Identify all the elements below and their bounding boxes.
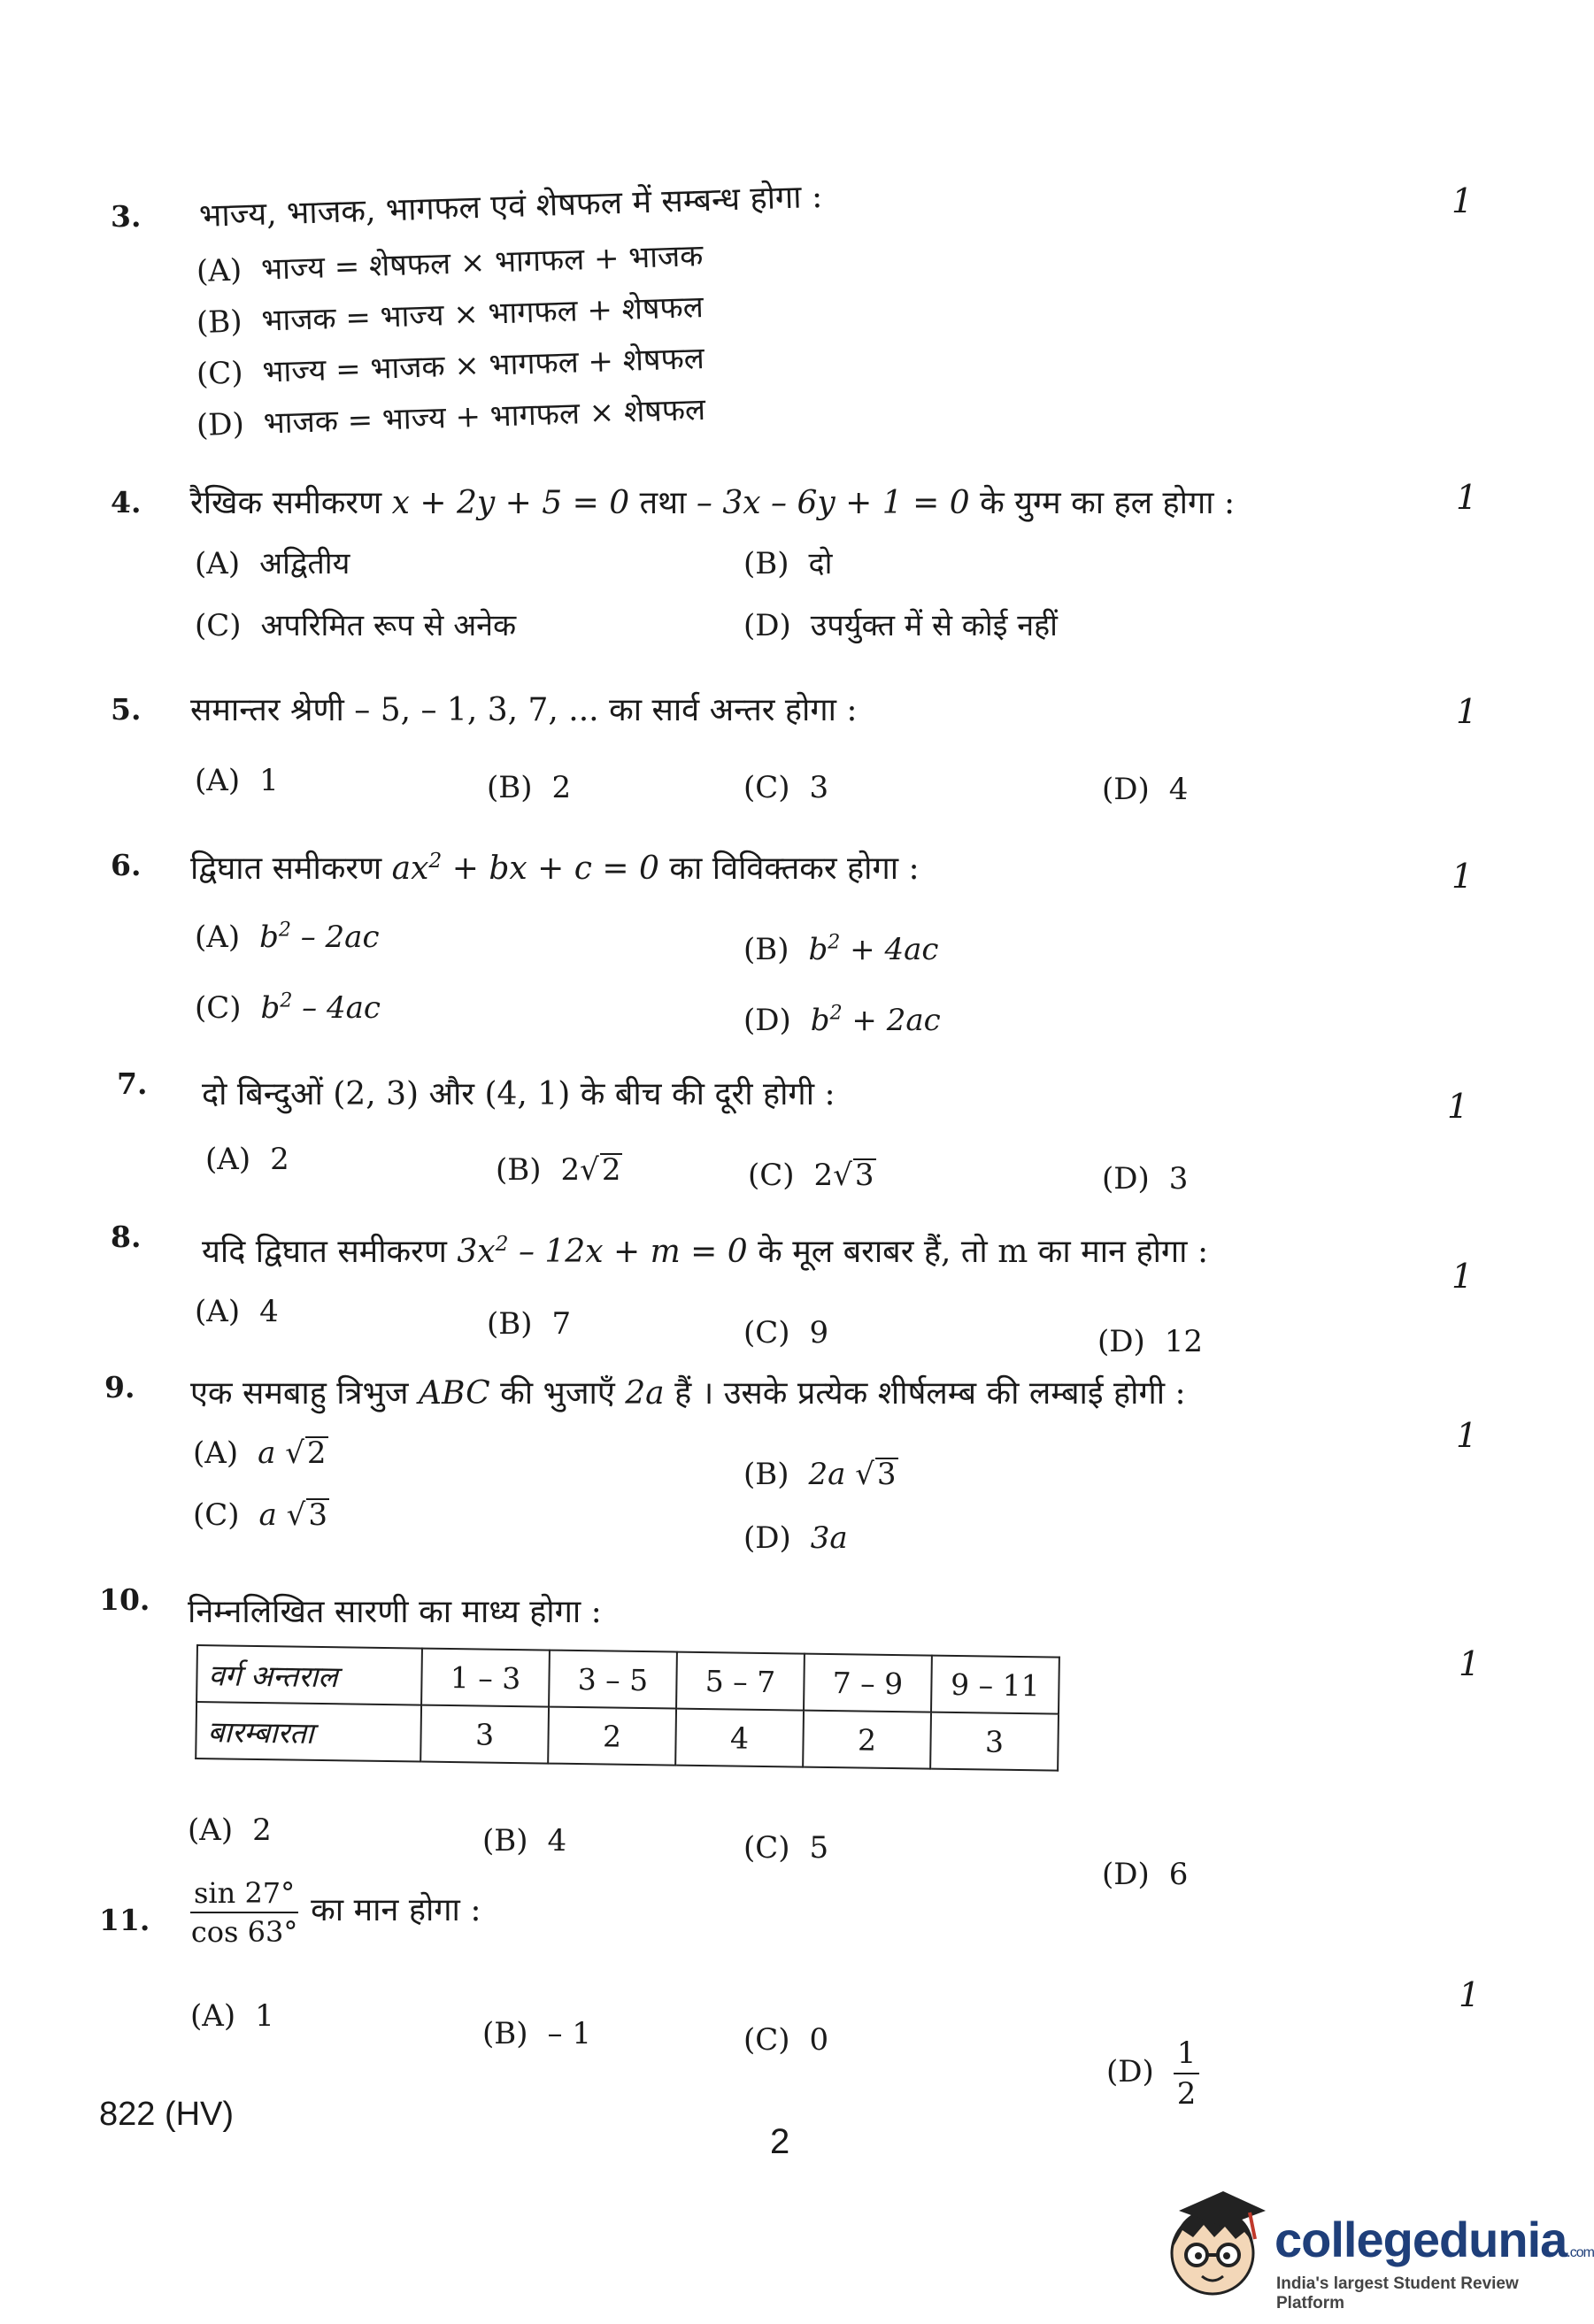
table-header-cell: बारम्बारता bbox=[196, 1702, 421, 1762]
table-row bbox=[196, 1702, 1059, 1771]
option-b[interactable]: (B) 2 bbox=[487, 770, 572, 805]
marks: 1 bbox=[1452, 857, 1474, 896]
frequency-table bbox=[195, 1644, 1060, 1772]
option-d[interactable]: (D) 3a bbox=[743, 1520, 848, 1556]
option-a[interactable]: (A) 2 bbox=[205, 1142, 289, 1177]
marks: 1 bbox=[1452, 1257, 1474, 1296]
option-c[interactable]: (C) $b^2 - 4ac$ bbox=[195, 989, 381, 1027]
option-d[interactable]: (D) भाजक = भाज्य + भागफल × शेषफल bbox=[196, 391, 706, 443]
question-number: 3. bbox=[111, 199, 142, 234]
option-b[interactable]: (B) 2a √3 bbox=[743, 1457, 897, 1492]
option-b[interactable]: (B) दो bbox=[743, 546, 833, 581]
question-text: निम्नलिखित सारणी का माध्य होगा : bbox=[188, 1594, 602, 1630]
option-a[interactable]: (A) 2 bbox=[188, 1812, 272, 1848]
marks: 1 bbox=[1452, 181, 1474, 220]
question-text: एक समबाहु त्रिभुज ABC की भुजाएँ 2a हैं । उसके प्रत्येक शीर्षलम्ब की लम्बाई होगी : bbox=[190, 1375, 1186, 1412]
table-cell: 4 bbox=[675, 1709, 804, 1767]
option-a[interactable]: (A) अद्वितीय bbox=[195, 546, 350, 581]
option-a[interactable]: (A) 4 bbox=[195, 1294, 279, 1329]
marks: 1 bbox=[1459, 1975, 1481, 2014]
table-cell: 1 – 3 bbox=[421, 1649, 550, 1707]
marks: 1 bbox=[1456, 1416, 1478, 1455]
question-text: द्विघात समीकरण $ax^2$ + bx + c = 0 का विविक्तकर होगा : bbox=[190, 848, 920, 887]
table-cell: 2 bbox=[803, 1711, 931, 1769]
logo-tagline: India's largest Student Review Platform bbox=[1276, 2274, 1519, 2312]
option-a[interactable]: (A) भाज्य = शेषफल × भागफल + भाजक bbox=[196, 238, 704, 289]
option-c[interactable]: (C) 3 bbox=[743, 770, 829, 805]
question-text: रैखिक समीकरण x + 2y + 5 = 0 तथा – 3x – 6y + 1 = 0 के युग्म का हल होगा : bbox=[190, 485, 1236, 521]
option-a[interactable]: (A) a √2 bbox=[193, 1435, 327, 1471]
option-a[interactable]: (A) $b^2 - 2ac$ bbox=[195, 919, 380, 956]
collegedunia-logo bbox=[1161, 2184, 1594, 2312]
option-b[interactable]: (B) भाजक = भाज्य × भागफल + शेषफल bbox=[196, 289, 705, 341]
question-number: 4. bbox=[111, 485, 142, 519]
option-d[interactable]: (D) 3 bbox=[1102, 1161, 1189, 1197]
table-cell: 9 – 11 bbox=[931, 1656, 1059, 1714]
table-cell: 7 – 9 bbox=[804, 1654, 932, 1712]
option-d[interactable]: (D) 12 bbox=[1097, 1324, 1204, 1359]
option-d[interactable]: (D) 6 bbox=[1102, 1857, 1189, 1892]
option-d[interactable]: (D) $\frac{1}{2}$ bbox=[1106, 2035, 1212, 2112]
option-b[interactable]: (B) – 1 bbox=[482, 2016, 591, 2051]
option-c[interactable]: (C) 9 bbox=[743, 1315, 829, 1351]
question-number: 6. bbox=[111, 848, 142, 882]
option-c[interactable]: (C) अपरिमित रूप से अनेक bbox=[195, 608, 517, 643]
option-b[interactable]: (B) $b^2 + 4ac$ bbox=[743, 931, 939, 968]
option-b[interactable]: (B) 7 bbox=[487, 1306, 572, 1342]
option-a[interactable]: (A) 1 bbox=[190, 1998, 274, 2034]
question-number: 9. bbox=[104, 1370, 135, 1404]
table-cell: 3 bbox=[420, 1705, 549, 1764]
table-cell: 5 – 7 bbox=[676, 1652, 805, 1711]
fraction: $\frac{\sin 27^\circ}{\cos 63^\circ}$ bbox=[190, 1876, 298, 1949]
question-number: 7. bbox=[117, 1066, 148, 1101]
question-text: दो बिन्दुओं (2, 3) और (4, 1) के बीच की दूरी होगी : bbox=[202, 1076, 836, 1112]
marks: 1 bbox=[1459, 1644, 1481, 1683]
table-cell: 2 bbox=[548, 1707, 676, 1766]
paper-code: 822 (HV) bbox=[99, 2096, 235, 2133]
option-b[interactable]: (B) 4 bbox=[482, 1823, 567, 1858]
question-text: यदि द्विघात समीकरण $3x^2 - 12x + m = 0$ के मूल बराबर हैं, तो m का मान होगा : bbox=[202, 1231, 1209, 1270]
marks: 1 bbox=[1447, 1087, 1469, 1126]
marks: 1 bbox=[1456, 478, 1478, 517]
table-cell: 3 bbox=[930, 1712, 1059, 1771]
option-c[interactable]: (C) a √3 bbox=[193, 1497, 327, 1533]
option-c[interactable]: (C) भाज्य = भाजक × भागफल + शेषफल bbox=[196, 340, 705, 392]
option-b[interactable]: (B) 2√2 bbox=[496, 1152, 621, 1188]
option-d[interactable]: (D) $b^2 + 2ac$ bbox=[743, 1002, 941, 1039]
option-d[interactable]: (D) उपर्युक्त में से कोई नहीं bbox=[743, 608, 1058, 643]
option-c[interactable]: (C) 2√3 bbox=[748, 1158, 874, 1193]
option-c[interactable]: (C) 0 bbox=[743, 2022, 829, 2058]
page-number: 2 bbox=[770, 2122, 790, 2161]
question-number: 8. bbox=[111, 1220, 142, 1254]
table-header-cell: वर्ग अन्तराल bbox=[196, 1645, 422, 1705]
option-a[interactable]: (A) 1 bbox=[195, 763, 279, 798]
question-text: भाज्य, भाजक, भागफल एवं शेषफल में सम्बन्ध होगा : bbox=[198, 178, 823, 235]
question-text: समान्तर श्रेणी – 5, – 1, 3, 7, ... का सार्व अन्तर होगा : bbox=[190, 692, 858, 728]
student-mascot-icon bbox=[1161, 2184, 1267, 2308]
question-number: 5. bbox=[111, 692, 142, 727]
option-c[interactable]: (C) 5 bbox=[743, 1830, 829, 1866]
question-number: 11. bbox=[99, 1903, 150, 1937]
table-cell: 3 – 5 bbox=[549, 1651, 677, 1709]
logo-wordmark: collegedunia.com bbox=[1274, 2212, 1594, 2267]
marks: 1 bbox=[1456, 692, 1478, 731]
option-d[interactable]: (D) 4 bbox=[1102, 772, 1189, 807]
question-number: 10. bbox=[99, 1582, 150, 1617]
question-text: $\frac{\sin 27^\circ}{\cos 63^\circ}$ का मान होगा : bbox=[190, 1876, 481, 1949]
